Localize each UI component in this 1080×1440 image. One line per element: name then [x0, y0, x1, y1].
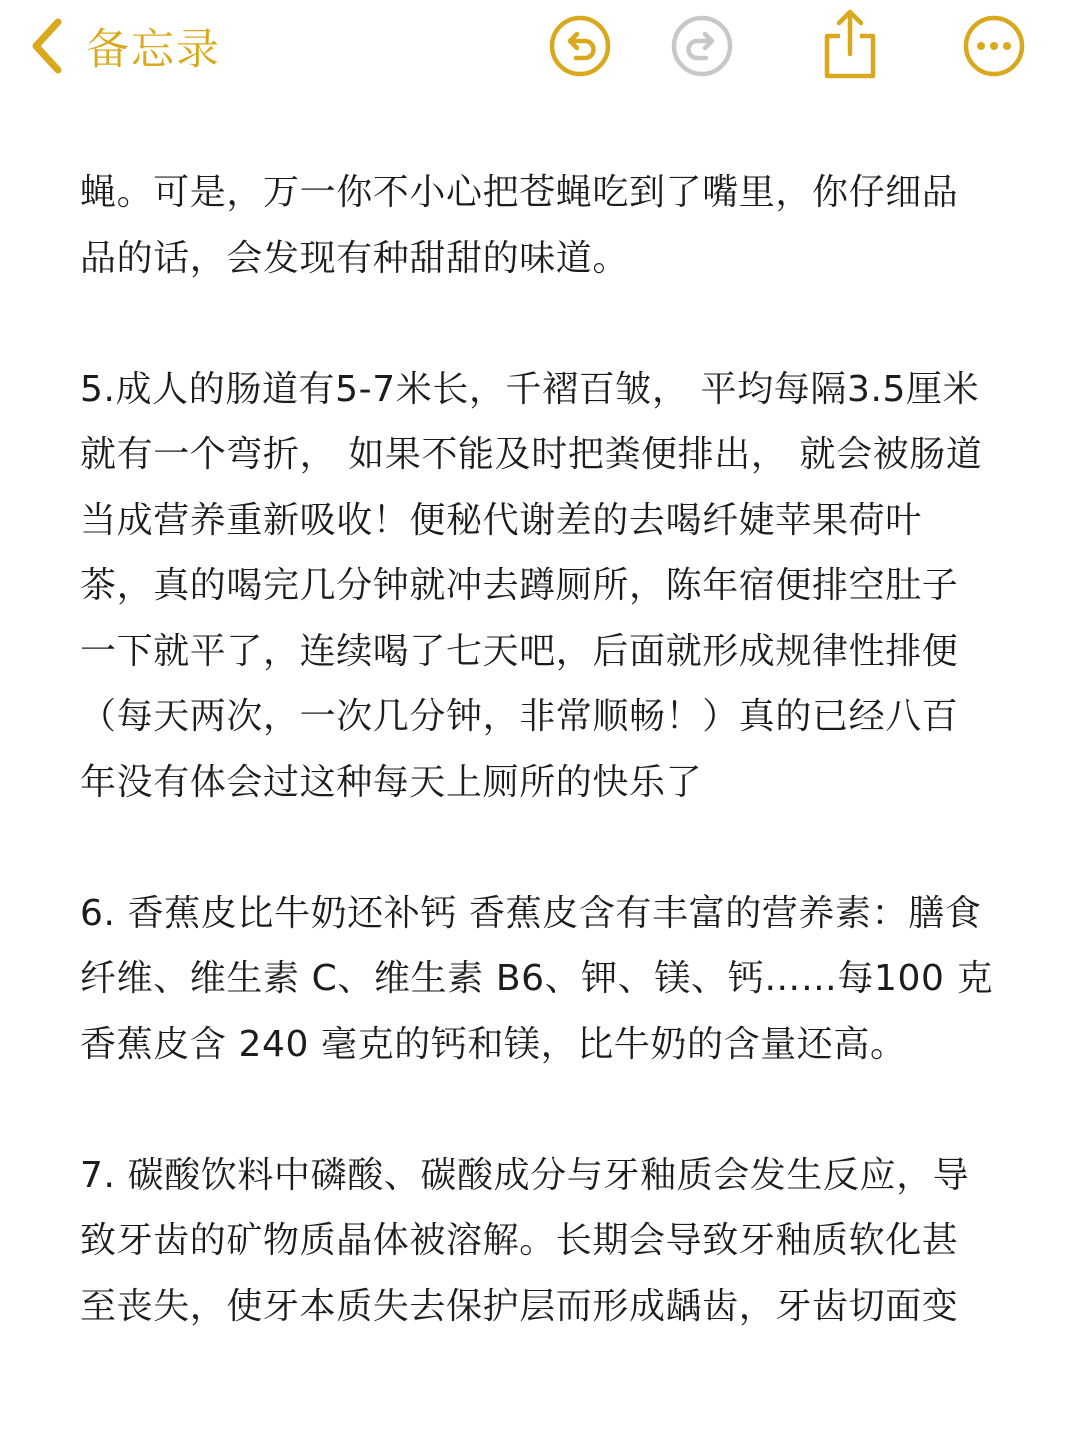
note-line: 6. 香蕉皮比牛奶还补钙 香蕉皮含有丰富的营养素：膳食: [80, 892, 982, 934]
redo-icon: [670, 14, 734, 78]
note-paragraph: [80, 881, 1020, 1078]
redo-button[interactable]: [670, 14, 734, 78]
undo-icon: [548, 14, 612, 78]
note-line: 茶，真的喝完几分钟就冲去蹲厕所，陈年宿便排空肚子: [80, 565, 959, 606]
chevron-left-icon: [28, 16, 64, 76]
note-paragraph: [80, 357, 1020, 816]
note-body[interactable]: [80, 160, 1020, 1339]
note-line: 香蕉皮含 240 毫克的钙和镁，比牛奶的含量还高。: [80, 1023, 907, 1065]
back-button[interactable]: [28, 14, 221, 78]
navigation-bar: [0, 0, 1080, 100]
note-line: 致牙齿的矿物质晶体被溶解。长期会导致牙釉质软化甚: [80, 1220, 959, 1261]
note-paragraph: [80, 160, 1020, 291]
note-line: 当成营养重新吸收！便秘代谢差的去喝纤婕苹果荷叶: [80, 499, 922, 541]
note-line: 5.成人的肠道有5-7米长，千褶百皱， 平均每隔3.5厘米: [80, 368, 980, 410]
note-line: 至丧失，使牙本质失去保护层而形成龋齿，牙齿切面变: [80, 1285, 959, 1327]
share-button[interactable]: [818, 8, 882, 80]
paragraph-spacer: [80, 291, 1020, 357]
note-line: 蝇。可是，万一你不小心把苍蝇吃到了嘴里，你仔细品: [80, 172, 959, 213]
back-label: 备忘录: [86, 24, 221, 75]
note-line: 就有一个弯折， 如果不能及时把粪便排出， 就会被肠道: [80, 434, 983, 475]
note-line: （每天两次，一次几分钟，非常顺畅！）真的已经八百: [80, 696, 959, 737]
more-button[interactable]: [962, 14, 1026, 78]
note-line: 纤维、维生素 C、维生素 B6、钾、镁、钙……每100 克: [80, 958, 994, 999]
note-line: 一下就平了，连续喝了七天吧，后面就形成规律性排便: [80, 630, 959, 672]
note-paragraph: [80, 1143, 1020, 1340]
note-line: 年没有体会过这种每天上厕所的快乐了: [80, 761, 703, 803]
paragraph-spacer: [80, 1077, 1020, 1143]
note-line: 品的话，会发现有种甜甜的味道。: [80, 237, 630, 279]
undo-button[interactable]: [548, 14, 612, 78]
more-icon: [962, 14, 1026, 78]
note-line: 7. 碳酸饮料中磷酸、碳酸成分与牙釉质会发生反应，导: [80, 1154, 970, 1196]
paragraph-spacer: [80, 815, 1020, 881]
share-icon: [818, 8, 882, 80]
